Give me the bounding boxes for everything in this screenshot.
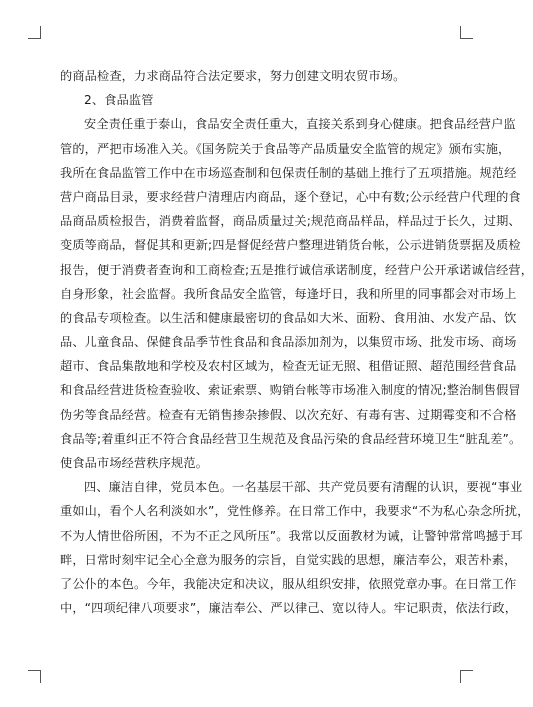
text-line: 报告，便于消费者查询和工商检查;五是推行诚信承诺制度，经营户公开承诺诚信经营，	[60, 262, 533, 277]
text-line: 畔，日常时刻牢记全心全意为服务的宗旨，自觉实践的思想，廉洁奉公，艰苦朴素，	[60, 552, 517, 567]
text-line: 了公仆的本色。今年，我能决定和决议，服从组织安排，依照党章办事。在日常工作	[60, 576, 517, 591]
text-line: 超市、食品集散地和学校及农村区域为，检查无证无照、租借证照、超范围经营食品	[60, 359, 517, 374]
text-line: 变质等商品，督促其和更新;四是督促经营户整理进销货台帐，公示进销货票据及质检	[60, 238, 521, 253]
text-line: 自身形象，社会监督。我所食品安全监管，每逢圩日，我和所里的同事都会对市场上	[60, 286, 517, 301]
text-line: 食品等;着重纠正不符合食品经营卫生规范及食品污染的食品经营环境卫生“脏乱差”。	[60, 431, 522, 446]
text-line: 营户商品目录，要求经营户清理店内商品，逐个登记，心中有数;公示经营户代理的食	[60, 189, 521, 204]
crop-mark-bottom-right	[460, 670, 473, 683]
crop-mark-bottom-left	[28, 670, 41, 683]
text-line: 使食品市场经营秩序规范。	[60, 456, 209, 470]
crop-mark-top-right	[460, 26, 473, 39]
text-line: 的食品专项检查。以生活和健康最密切的食品如大米、面粉、食用油、水发产品、饮	[60, 310, 517, 325]
text-line: 管的，严把市场准入关。《国务院关于食品等产品质量安全监管的规定》颁布实施，	[60, 141, 511, 156]
text-line: 不为人情世俗所困，不为不正之风所压”。我常以反面教材为诫，让警钟常常鸣撼于耳	[60, 528, 523, 543]
crop-mark-top-left	[28, 26, 41, 39]
text-line: 安全责任重于泰山，食品安全责任重大，直接关系到身心健康。把食品经营户监	[84, 117, 516, 132]
text-line: 和食品经营进货检查验收、索证索票、购销台帐等市场准入制度的情况;整治制售假冒	[60, 383, 521, 398]
text-line: 的商品检查，力求商品符合法定要求，努力创建文明农贸市场。	[60, 69, 406, 83]
document-body	[60, 64, 533, 620]
text-line: 我所在食品监管工作中在市场巡查制和包保责任制的基础上推行了五项措施。规范经	[60, 165, 517, 180]
text-line: 伪劣等食品经营。检查有无销售掺杂掺假、以次充好、有毒有害、过期霉变和不合格	[60, 407, 517, 422]
text-line: 2、食品监管	[84, 93, 154, 108]
text-line: 品商品质检报告，消费着监督，商品质量过关;规范商品样品，样品过于长久，过期、	[60, 214, 521, 229]
text-line: 中，“四项纪律八项要求”，廉洁奉公、严以律己、宽以待人。牢记职责，依法行政，	[60, 601, 518, 616]
text-line: 品、儿童食品、保健食品季节性食品和食品添加剂为，以集贸市场、批发市场、商场	[60, 335, 517, 350]
text-line: 重如山，看个人名利淡如水”，党性修养。在日常工作中，我要求“不为私心杂念所扰，	[60, 504, 530, 519]
text-line: 四、廉洁自律，党员本色。一名基层干部、共产党员要有清醒的认识，要视“事业	[84, 480, 523, 495]
